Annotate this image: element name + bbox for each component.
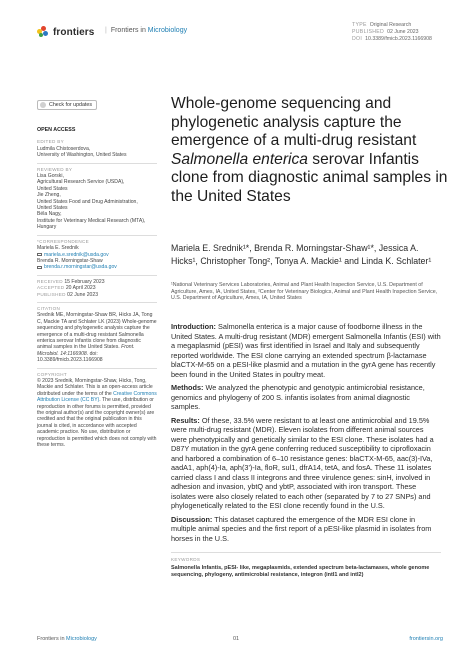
published-row: PUBLISHED 02 June 2023 bbox=[37, 291, 99, 298]
article-sidebar bbox=[37, 100, 157, 448]
copyright-text: © 2023 Srednik, Morningstar-Shaw, Hicks, Tong, Mackie and Schlater. This is an open-access article distributed under the terms of the Creative Commons Attribution License (CC BY). The use, distribution or reproduction in other forums is permitted, provided the original author(s) and the copyright owner(s) are credited and that the original publication in this journal is cited, in accordance with accepted academic practice. No use, distribution or reproduction is permitted which does not comply with these terms. bbox=[37, 378, 157, 449]
reviewer-line: Béla Nagy, bbox=[37, 211, 62, 218]
email-icon bbox=[37, 266, 42, 270]
editor-affiliation: University of Washington, United States bbox=[37, 152, 127, 159]
page-header bbox=[37, 22, 447, 56]
article-title: Whole-genome sequencing and phylogenetic analysis capture the emergence of a multi-drug resistant Salmonella enterica serovar Infantis clone from diagnostic animal samples in the United States bbox=[171, 95, 448, 205]
published-date: 02 June 2023 bbox=[387, 29, 419, 35]
keywords-divider bbox=[171, 552, 441, 553]
abstract bbox=[171, 322, 441, 547]
reviewer-line: United States bbox=[37, 205, 68, 212]
frontiers-logo-icon bbox=[37, 26, 49, 38]
accepted-row: ACCEPTED 20 April 2023 bbox=[37, 285, 96, 292]
open-access-label: OPEN ACCESS bbox=[37, 127, 76, 133]
corr-name: Mariela E. Srednik bbox=[37, 245, 79, 252]
logo-text: frontiers bbox=[53, 26, 95, 38]
page-number: 01 bbox=[233, 636, 240, 642]
reviewer-line: United States bbox=[37, 185, 68, 192]
check-updates-button[interactable]: Check for updates bbox=[37, 100, 97, 110]
reviewed-by-heading: REVIEWED BY bbox=[37, 166, 73, 172]
reviewer-line: Agricultural Research Service (USDA), bbox=[37, 179, 125, 186]
doi[interactable]: 10.3389/fmicb.2023.1166908 bbox=[365, 36, 432, 42]
refresh-icon bbox=[40, 102, 46, 108]
abstract-introduction: Introduction: Salmonella enterica is a major cause of foodborne illness in the United States. A multi-drug resistant (MDR) emergent Salmonella Infantis (ESI) with a megaplasmid (pESI) was first identified in Israel and Italy and subsequently reported worldwide. The ESI clone carrying an extended spectrum β-lactamase blaCTX-M-65 on a pESI-like plasmid and a mutation in the gyrA gene has recently been found in the United States in poultry meat. bbox=[171, 322, 441, 379]
frontiers-logo[interactable] bbox=[37, 26, 94, 38]
citation-text: Srednik ME, Morningstar-Shaw BR, Hicks JA, Tong C, Mackie TA and Schlater LK (2023) Whole-genome sequencing and phylogenetic analysis capture the emergence of a multi-drug resistant Salmonella enterica serovar Infantis clone from diagnostic animal samples in the United States. Front. Microbiol. 14:1166908. doi: 10.3389/fmicb.2023.1166908 bbox=[37, 312, 157, 364]
copyright-heading: COPYRIGHT bbox=[37, 371, 68, 377]
email-icon bbox=[37, 253, 42, 257]
corr-email-link[interactable]: mariela.e.srednik@usda.gov bbox=[44, 251, 109, 258]
abstract-methods: Methods: We analyzed the phenotypic and genotypic antimicrobial resistance, genomics and phylogeny of 200 S. infantis isolates from animal diagnostic samples. bbox=[171, 383, 425, 411]
citation-heading: CITATION bbox=[37, 305, 61, 311]
correspondence-heading: *CORRESPONDENCE bbox=[37, 238, 89, 244]
keywords-heading: KEYWORDS bbox=[171, 557, 201, 562]
reviewer-line: Lisa Gorski, bbox=[37, 173, 64, 180]
reviewer-line: United States Food and Drug Administration, bbox=[37, 198, 138, 205]
reviewer-line: Hungary bbox=[37, 224, 57, 231]
article-meta: TYPE Original Research PUBLISHED 02 June 2023 DOI 10.3389/fmicb.2023.1166908 bbox=[352, 22, 432, 42]
corr-name: Brenda R. Morningstar-Shaw bbox=[37, 257, 103, 264]
abstract-discussion: Discussion: This dataset captured the emergence of the MDR ESI clone in multiple animal species and the first report of a pESI-like plasmid in isolates from horses in the U.S. bbox=[171, 514, 432, 543]
reviewer-line: Jie Zheng, bbox=[37, 192, 61, 199]
reviewer-line: Institute for Veterinary Medical Research (MTA), bbox=[37, 217, 146, 224]
corr-email-link[interactable]: brenda.r.morningstar@usda.gov bbox=[44, 264, 117, 271]
journal-name[interactable]: | Frontiers in Microbiology bbox=[105, 27, 188, 34]
affiliations: ¹National Veterinary Services Laboratories, Animal and Plant Health Inspection Service, U.S. Department of Agriculture, Ames, IA, United States, ²Center for Veterinary Biologics, Animal and Plant Health Inspection Service, U.S. Department of Agriculture, Ames, IA, United States bbox=[171, 282, 438, 302]
received-row: RECEIVED 15 February 2023 bbox=[37, 278, 105, 285]
edited-by-heading: EDITED BY bbox=[37, 139, 64, 145]
keywords: Salmonella Infantis, pESI- like, megaplasmids, extended spectrum beta-lactamases, whole genome sequencing, phylogeny, antimicrobial resistance, integron (intI1 and intI2) bbox=[171, 565, 430, 578]
abstract-results: Results: Of these, 33.5% were resistant to at least one antimicrobial and 19.5% were multi-drug resistant (MDR). Eleven isolates from different animal sources were phenotypically and genetically similar to the ESI clone. These isolates had a D87Y mutation in the gyrA gene conferring reduced susceptibility to ciprofloxacin and harbored a combination of 6–10 resistance genes: blaCTX-M-65, aac(3)-IVa, aadA1, aph(4)-Ia, aph(3')-Ia, floR, sul1, dfrA14, tetA, and fosA. These 11 isolates carried class I and class II integrons and three virulence genes: sinH, involved in adhesion and invasion, ybtQ and ybtP, associated with iron transport. These isolates were also closely related to each other (separated by 7 to 27 SNPs) and phylogenetically related to the ESI clone recently found in the U.S. bbox=[171, 415, 434, 510]
author-list: Mariela E. Srednik¹*, Brenda R. Morningstar-Shaw¹*, Jessica A. Hicks¹, Christopher Tong², Tonya A. Mackie¹ and Linda K. Schlater¹ bbox=[171, 243, 432, 266]
footer-journal[interactable]: Frontiers in Microbiology bbox=[37, 636, 97, 642]
editor-name: Ludmila Chistoserdova, bbox=[37, 145, 91, 152]
footer-site-link[interactable]: frontiersin.org bbox=[409, 636, 443, 642]
article-type: Original Research bbox=[369, 22, 412, 28]
cc-license-link[interactable]: Creative Commons Attribution License (CC BY) bbox=[37, 390, 157, 404]
